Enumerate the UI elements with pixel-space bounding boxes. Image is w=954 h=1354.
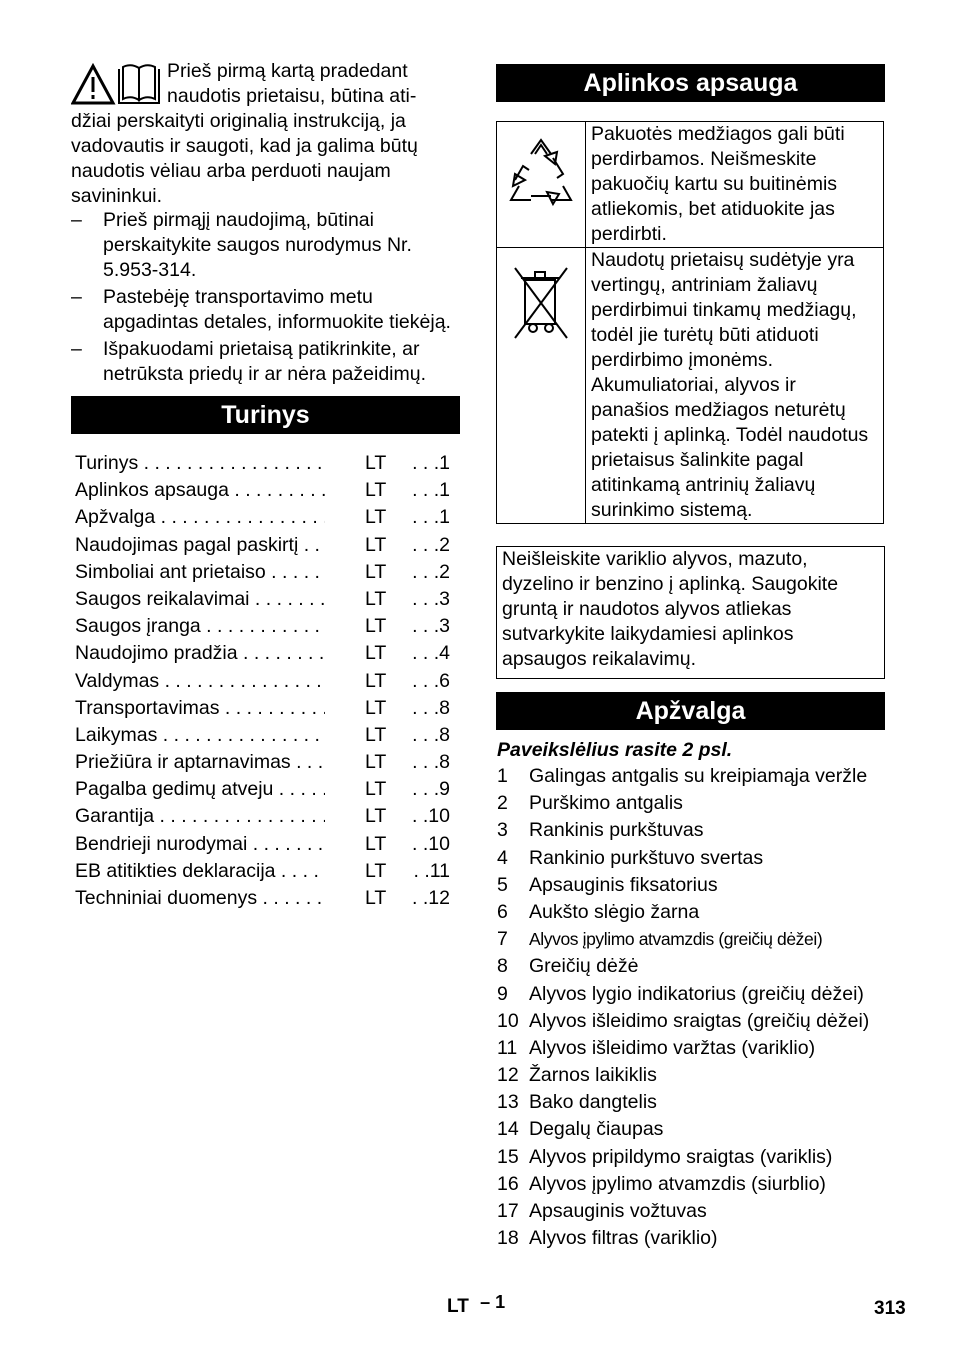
toc-title: Aplinkos apsauga . . . (75, 477, 325, 504)
toc-row (75, 722, 460, 749)
toc-row (75, 749, 460, 776)
item-number: 1 (497, 765, 508, 787)
item-number: 8 (497, 955, 508, 978)
toc-lang: LT (365, 887, 387, 909)
toc-page: . . .3 (412, 615, 450, 638)
item-number: 5 (497, 873, 508, 896)
bullet-item (71, 337, 460, 387)
page-number: 313 (874, 1298, 906, 1319)
overview-subtitle: Paveikslėlius rasite 2 psl. (497, 739, 733, 761)
list-item (497, 763, 892, 790)
contents-heading: Turinys (71, 396, 460, 434)
item-label: Žarnos laikiklis (529, 1064, 657, 1087)
manual-book-icon (119, 65, 159, 103)
toc-row (75, 776, 460, 803)
bullet-item (71, 285, 460, 335)
item-label: Alyvos pripildymo sraigtas (variklis) (529, 1145, 833, 1168)
bullet-dash: – (71, 209, 82, 231)
bullet-item (71, 208, 460, 283)
intro-line-2: naudotis prietaisu, būtina ati- (167, 85, 417, 107)
toc-lang: LT (365, 479, 387, 502)
item-label: Apsauginis vožtuvas (529, 1200, 707, 1222)
list-item (497, 1062, 892, 1089)
table-of-contents (75, 450, 460, 912)
list-item (497, 899, 892, 926)
item-label: Alyvos įpylimo atvamzdis (greičių dėžei) (529, 929, 823, 950)
list-item (497, 845, 892, 872)
toc-lang: LT (365, 723, 387, 746)
footer-dash-page: – 1 (480, 1292, 506, 1312)
item-number: 6 (497, 900, 508, 923)
bullet-text: Prieš pirmąjį naudojimą, būtinai perskaitykite saugos nurodymus Nr. 5.953-314. (103, 209, 412, 281)
toc-page: . . .8 (412, 696, 450, 719)
recycle-icon-cell (497, 122, 586, 248)
item-number: 16 (497, 1172, 519, 1195)
toc-page: . .11 (413, 859, 450, 882)
toc-page: . . .9 (412, 778, 450, 801)
item-label: Alyvos išleidimo sraigtas (greičių dėžei) (529, 1009, 870, 1032)
bullet-dash: – (71, 338, 82, 360)
toc-page: . . .3 (412, 587, 450, 610)
toc-page: . .10 (412, 832, 450, 855)
toc-lang: LT (365, 506, 387, 529)
intro-line-1: Prieš pirmą kartą pradedant (167, 60, 408, 82)
item-number: 18 (497, 1227, 519, 1250)
oil-notice-box: Neišleiskite variklio alyvos, mazuto, dyzelino ir benzino į aplinką. Saugokite gruntą ir naudotos alyvos atliekas sutvarkykite laikydamiesi aplinkos apsaugos reikalavimų. (496, 546, 885, 679)
toc-lang: LT (365, 696, 387, 719)
warning-manual-icons (71, 63, 163, 107)
toc-row (75, 858, 460, 885)
item-label: Alyvos įpylimo atvamzdis (siurblio) (529, 1172, 826, 1195)
toc-title: Naudojimas pagal paskirtį . . . (75, 532, 325, 559)
list-item (497, 1144, 892, 1171)
item-label: Alyvos išleidimo varžtas (variklio) (529, 1036, 816, 1059)
toc-row (75, 504, 460, 531)
item-number: 14 (497, 1118, 519, 1141)
list-item (497, 790, 892, 817)
item-number: 15 (497, 1145, 519, 1168)
toc-title: EB atitikties deklaracija . . . (75, 858, 325, 885)
item-label: Aukšto slėgio žarna (529, 900, 700, 923)
toc-page: . .10 (412, 805, 450, 828)
footer-lang: LT (447, 1296, 469, 1317)
recycle-icon (501, 134, 581, 214)
list-item (497, 1008, 892, 1035)
toc-row (75, 532, 460, 559)
toc-title: Pagalba gedimų atveju . . . (75, 776, 325, 803)
table-row (497, 122, 884, 248)
environment-table (496, 121, 884, 524)
toc-title: Naudojimo pradžia . . . (75, 640, 325, 667)
toc-title: Bendrieji nurodymai . . . (75, 831, 325, 858)
toc-title: Techniniai duomenys . . . (75, 885, 325, 912)
list-item (497, 817, 892, 844)
toc-lang: LT (365, 560, 387, 583)
list-item (497, 1035, 892, 1062)
toc-row (75, 668, 460, 695)
item-number: 2 (497, 792, 508, 815)
toc-title: Saugos įranga . . . (75, 613, 325, 640)
list-item (497, 1116, 892, 1143)
toc-lang: LT (365, 751, 387, 774)
item-number: 10 (497, 1009, 519, 1032)
toc-lang: LT (365, 533, 387, 556)
toc-page: . . .2 (412, 533, 450, 556)
toc-title: Simboliai ant prietaiso . . . (75, 559, 325, 586)
list-item (497, 981, 892, 1008)
toc-page: . . .1 (412, 479, 450, 502)
list-item (497, 872, 892, 899)
toc-lang: LT (365, 778, 387, 801)
toc-page: . . .4 (412, 642, 450, 665)
toc-row (75, 885, 460, 912)
item-label: Apsauginis fiksatorius (529, 873, 718, 896)
item-label: Greičių dėžė (529, 955, 639, 978)
toc-title: Laikymas . . . (75, 722, 325, 749)
toc-page: . . .2 (412, 560, 450, 583)
list-item (497, 1089, 892, 1116)
item-label: Alyvos lygio indikatorius (greičių dėžei) (529, 982, 864, 1005)
instruction-bullets (71, 208, 460, 389)
toc-lang: LT (365, 832, 387, 855)
toc-lang: LT (365, 452, 387, 474)
item-number: 11 (497, 1036, 518, 1059)
bullet-text: Išpakuodami prietaisą patikrinkite, ar netrūksta priedų ir ar nėra pažeidimų. (103, 338, 426, 385)
toc-page: . .12 (412, 887, 450, 909)
item-label: Alyvos filtras (variklio) (529, 1227, 718, 1250)
list-item (497, 1171, 892, 1198)
toc-title: Saugos reikalavimai . . . (75, 586, 325, 613)
item-label: Galingas antgalis su kreipiamąja veržle (529, 765, 868, 787)
overview-heading: Apžvalga (496, 692, 885, 730)
item-number: 4 (497, 846, 508, 869)
table-row (497, 248, 884, 524)
toc-row (75, 559, 460, 586)
warning-triangle-icon (73, 66, 113, 103)
item-label: Rankinio purkštuvo svertas (529, 846, 764, 869)
toc-lang: LT (365, 859, 387, 882)
environment-heading: Aplinkos apsauga (496, 64, 885, 102)
intro-paragraph (71, 59, 460, 209)
item-label: Rankinis purkštuvas (529, 819, 704, 842)
toc-page: . . .8 (412, 751, 450, 774)
item-number: 9 (497, 982, 508, 1005)
item-label: Purškimo antgalis (529, 792, 683, 815)
item-number: 13 (497, 1091, 519, 1114)
bullet-dash: – (71, 286, 82, 308)
list-item (497, 926, 892, 953)
item-label: Degalų čiaupas (529, 1118, 664, 1141)
toc-lang: LT (365, 805, 387, 828)
item-number: 12 (497, 1064, 519, 1087)
recycle-text: Pakuotės medžiagos gali būti perdirbamos. Neišmeskite pakuočių kartu su buitinėmis atliekomis, bet atiduokite jas perdirbti. (586, 122, 884, 248)
crossed-bin-icon (511, 262, 571, 342)
bin-icon-cell (497, 248, 586, 524)
item-number: 3 (497, 819, 508, 842)
toc-row (75, 831, 460, 858)
toc-row (75, 640, 460, 667)
toc-page: . . .1 (412, 452, 450, 474)
toc-row (75, 803, 460, 830)
toc-lang: LT (365, 615, 387, 638)
toc-lang: LT (365, 669, 387, 692)
item-number: 7 (497, 928, 508, 951)
toc-row (75, 613, 460, 640)
toc-title: Apžvalga . . . (75, 504, 325, 531)
list-item (497, 1225, 892, 1252)
item-label: Bako dangtelis (529, 1091, 657, 1114)
toc-lang: LT (365, 587, 387, 610)
toc-row (75, 695, 460, 722)
toc-title: Priežiūra ir aptarnavimas . . . (75, 749, 325, 776)
list-item (497, 1198, 892, 1225)
toc-page: . . .8 (412, 723, 450, 746)
toc-title: Garantija . . . (75, 803, 325, 830)
weee-text: Naudotų prietaisų sudėtyje yra vertingų, antriniam žaliavų perdirbimui tinkamų medžiagų, todėl jie turėtų būti atiduoti perdirbimo įmonėms. Akumuliatoriai, alyvos ir panašios medžiagos neturėtų patekti į aplinką. Todėl naudotus prietaisus šalinkite pagal atitinkamą antrinių žaliavų surinkimo sistemą. (586, 248, 884, 524)
toc-title: Turinys . . . (75, 450, 325, 477)
toc-page: . . .6 (412, 669, 450, 692)
item-number: 17 (497, 1200, 519, 1222)
list-item (497, 953, 892, 980)
footer-section-page (447, 1292, 506, 1318)
intro-rest: džiai perskaityti originalią instrukciją, ja vadovautis ir saugoti, kad ja galima būtų naudotis vėliau arba perduoti naujam savininkui. (71, 110, 418, 207)
bullet-text: Pastebėję transportavimo metu apgadintas detales, informuokite tiekėją. (103, 286, 451, 333)
toc-lang: LT (365, 642, 387, 665)
toc-row (75, 586, 460, 613)
toc-row (75, 450, 460, 477)
toc-page: . . .1 (412, 506, 450, 529)
toc-title: Valdymas . . . (75, 668, 325, 695)
toc-title: Transportavimas . . . (75, 695, 325, 722)
toc-row (75, 477, 460, 504)
overview-list (497, 763, 892, 1252)
